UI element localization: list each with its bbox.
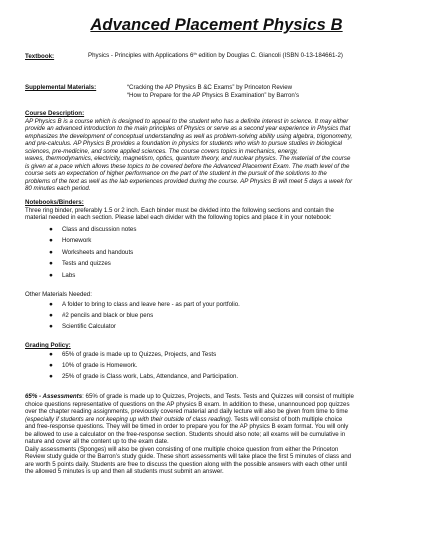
bullet-icon: ●: [49, 248, 53, 256]
bullet-icon: ●: [49, 362, 53, 369]
course-description-line: 80 minutes each period.: [25, 185, 91, 192]
bullet-icon: ●: [49, 300, 53, 308]
bullet-icon: ●: [49, 271, 53, 279]
list-item: ● Worksheets and handouts: [49, 248, 134, 256]
bullet-icon: ●: [49, 311, 53, 319]
course-description-line: course sets an expectation of higher performance on the part of the student in the pursuit of the solutions to the: [25, 170, 327, 177]
list-item: ● Tests and quizzes: [49, 260, 111, 267]
course-description-heading: Course Description:: [25, 110, 85, 117]
assessments-line: and free-response questions. They will be timed in order to prepare you for the AP physics B exam format. You will only: [25, 423, 349, 430]
bullet-icon: ●: [49, 322, 53, 330]
textbook-title: Physics - Principles with Applications 6: [88, 52, 194, 59]
assessments-first-line: [25, 393, 354, 401]
assessments-line: Review study guide or the Barron’s study guide. These short assessments will take place the first 5 minutes of class and: [25, 453, 352, 460]
bullet-icon: ●: [49, 373, 53, 380]
supplemental-label: Supplemental Materials:: [25, 84, 97, 91]
list-item: ● Homework: [49, 237, 92, 244]
bullet-icon: ●: [49, 260, 53, 267]
list-item: ● 25% of grade is Class work, Labs, Attendance, and Participation.: [49, 373, 239, 380]
course-description-line: emphasizes the development of conceptual understanding as well as problem-solving ability using algebra, trigonometry,: [25, 132, 353, 140]
assessments-line: choice questions representative of questions on the AP physics B exam. In addition to these, unannounced pop quizzes: [25, 400, 350, 408]
list-item: ● 65% of grade is made up to Quizzes, Projects, and Tests: [49, 351, 217, 358]
page-title: Advanced Placement Physics B: [90, 16, 343, 34]
assessments-line: are worth 5 points daily. Students are free to discuss the question along with the possible answers with each other until: [25, 460, 348, 468]
list-item: ● Class and discussion notes: [49, 226, 137, 233]
course-description-line: sciences, pre-medicine, and some applied sciences. The course covers topics in mechanics, energy,: [25, 147, 298, 155]
supplemental-item: “How to Prepare for the AP Physics B Examination” by Barron’s: [127, 92, 300, 99]
course-description-line: AP Physics B is a course which is designed to appeal to the student who has a definite interest in science. It may either: [25, 117, 349, 125]
list-item: ● #2 pencils and black or blue pens: [49, 311, 154, 319]
textbook-text: [88, 52, 343, 60]
list-item: ● Labs: [49, 271, 76, 279]
bullet-icon: ●: [49, 351, 53, 358]
list-item: ● Scientific Calculator: [49, 322, 116, 330]
assessments-line: Daily assessments (Sponges) will also be given consisting of one multiple choice question from either the Princeton: [25, 445, 339, 453]
assessments-line: be allowed to use a calculator on the free-response section. Students should also note; all exams will be cumulative in: [25, 430, 346, 438]
notebooks-heading: Notebooks/Binders:: [25, 199, 84, 206]
list-item: ● 10% of grade is Homework.: [49, 362, 138, 369]
notebooks-line: Three ring binder, preferably 1.5 or 2 inch. Each binder must be divided into the following sections and contain the: [25, 206, 334, 214]
course-description-line: provide an advanced introduction to the main principles of Physics or serve as a second year experience in Physics that: [25, 125, 351, 132]
course-description-line: problems of the text as well as the lab experiences provided during the course. AP Physics B will meet 5 days a week for: [25, 177, 353, 185]
textbook-label: Textbook:: [25, 53, 55, 60]
textbook-rest: edition by Douglas C. Giancoli (ISBN 0-13-184661-2): [196, 52, 343, 59]
assessments-lead: 65% - Assessments: [25, 393, 83, 400]
assessments-line: over the chapter reading assignments, previously covered material and daily lecture will also be given from time to time: [25, 408, 348, 415]
assessments-line: : 65% of grade is made up to Quizzes, Projects, and Tests. Tests and Quizzes will consist of multiple: [82, 393, 354, 400]
assessments-line: nature and cover all the content up to the exam date.: [25, 438, 169, 445]
course-description-line: is given at a pace which allows these topics to be covered before the Advanced Placement Exam. The math level of the: [25, 162, 350, 170]
bullet-icon: ●: [49, 237, 53, 244]
assessments-line: the allowed 5 minutes is up and then all students must submit an answer.: [25, 468, 224, 475]
assessments-line: (especially if students are not keeping up with their outside of class reading). Tests will consist of both multiple choice: [25, 415, 343, 423]
course-description-line: and pre-calculus. AP Physics B provides a foundation in physics for students who wish to pursue studies in biological: [25, 140, 342, 147]
textbook-edition-sup: th: [193, 51, 197, 56]
other-materials-heading: Other Materials Needed:: [25, 291, 92, 298]
notebooks-line: material needed in each section. Please label each divider with the following topics and place it in your notebook:: [25, 214, 332, 221]
supplemental-item: “Cracking the AP Physics B &C Exams” by Princeton Review: [127, 84, 293, 91]
course-description-line: waves, thermodynamics, electricity, magnetism, optics, quantum theory, and nuclear physics. The material of the course: [25, 155, 351, 162]
grading-heading: Grading Policy:: [25, 342, 71, 349]
assessments-emphasis: (especially if students are not keeping up with their outside of class reading): [25, 415, 231, 423]
bullet-icon: ●: [49, 226, 53, 233]
list-item: ● A folder to bring to class and leave here - as part of your portfolio.: [49, 300, 240, 308]
